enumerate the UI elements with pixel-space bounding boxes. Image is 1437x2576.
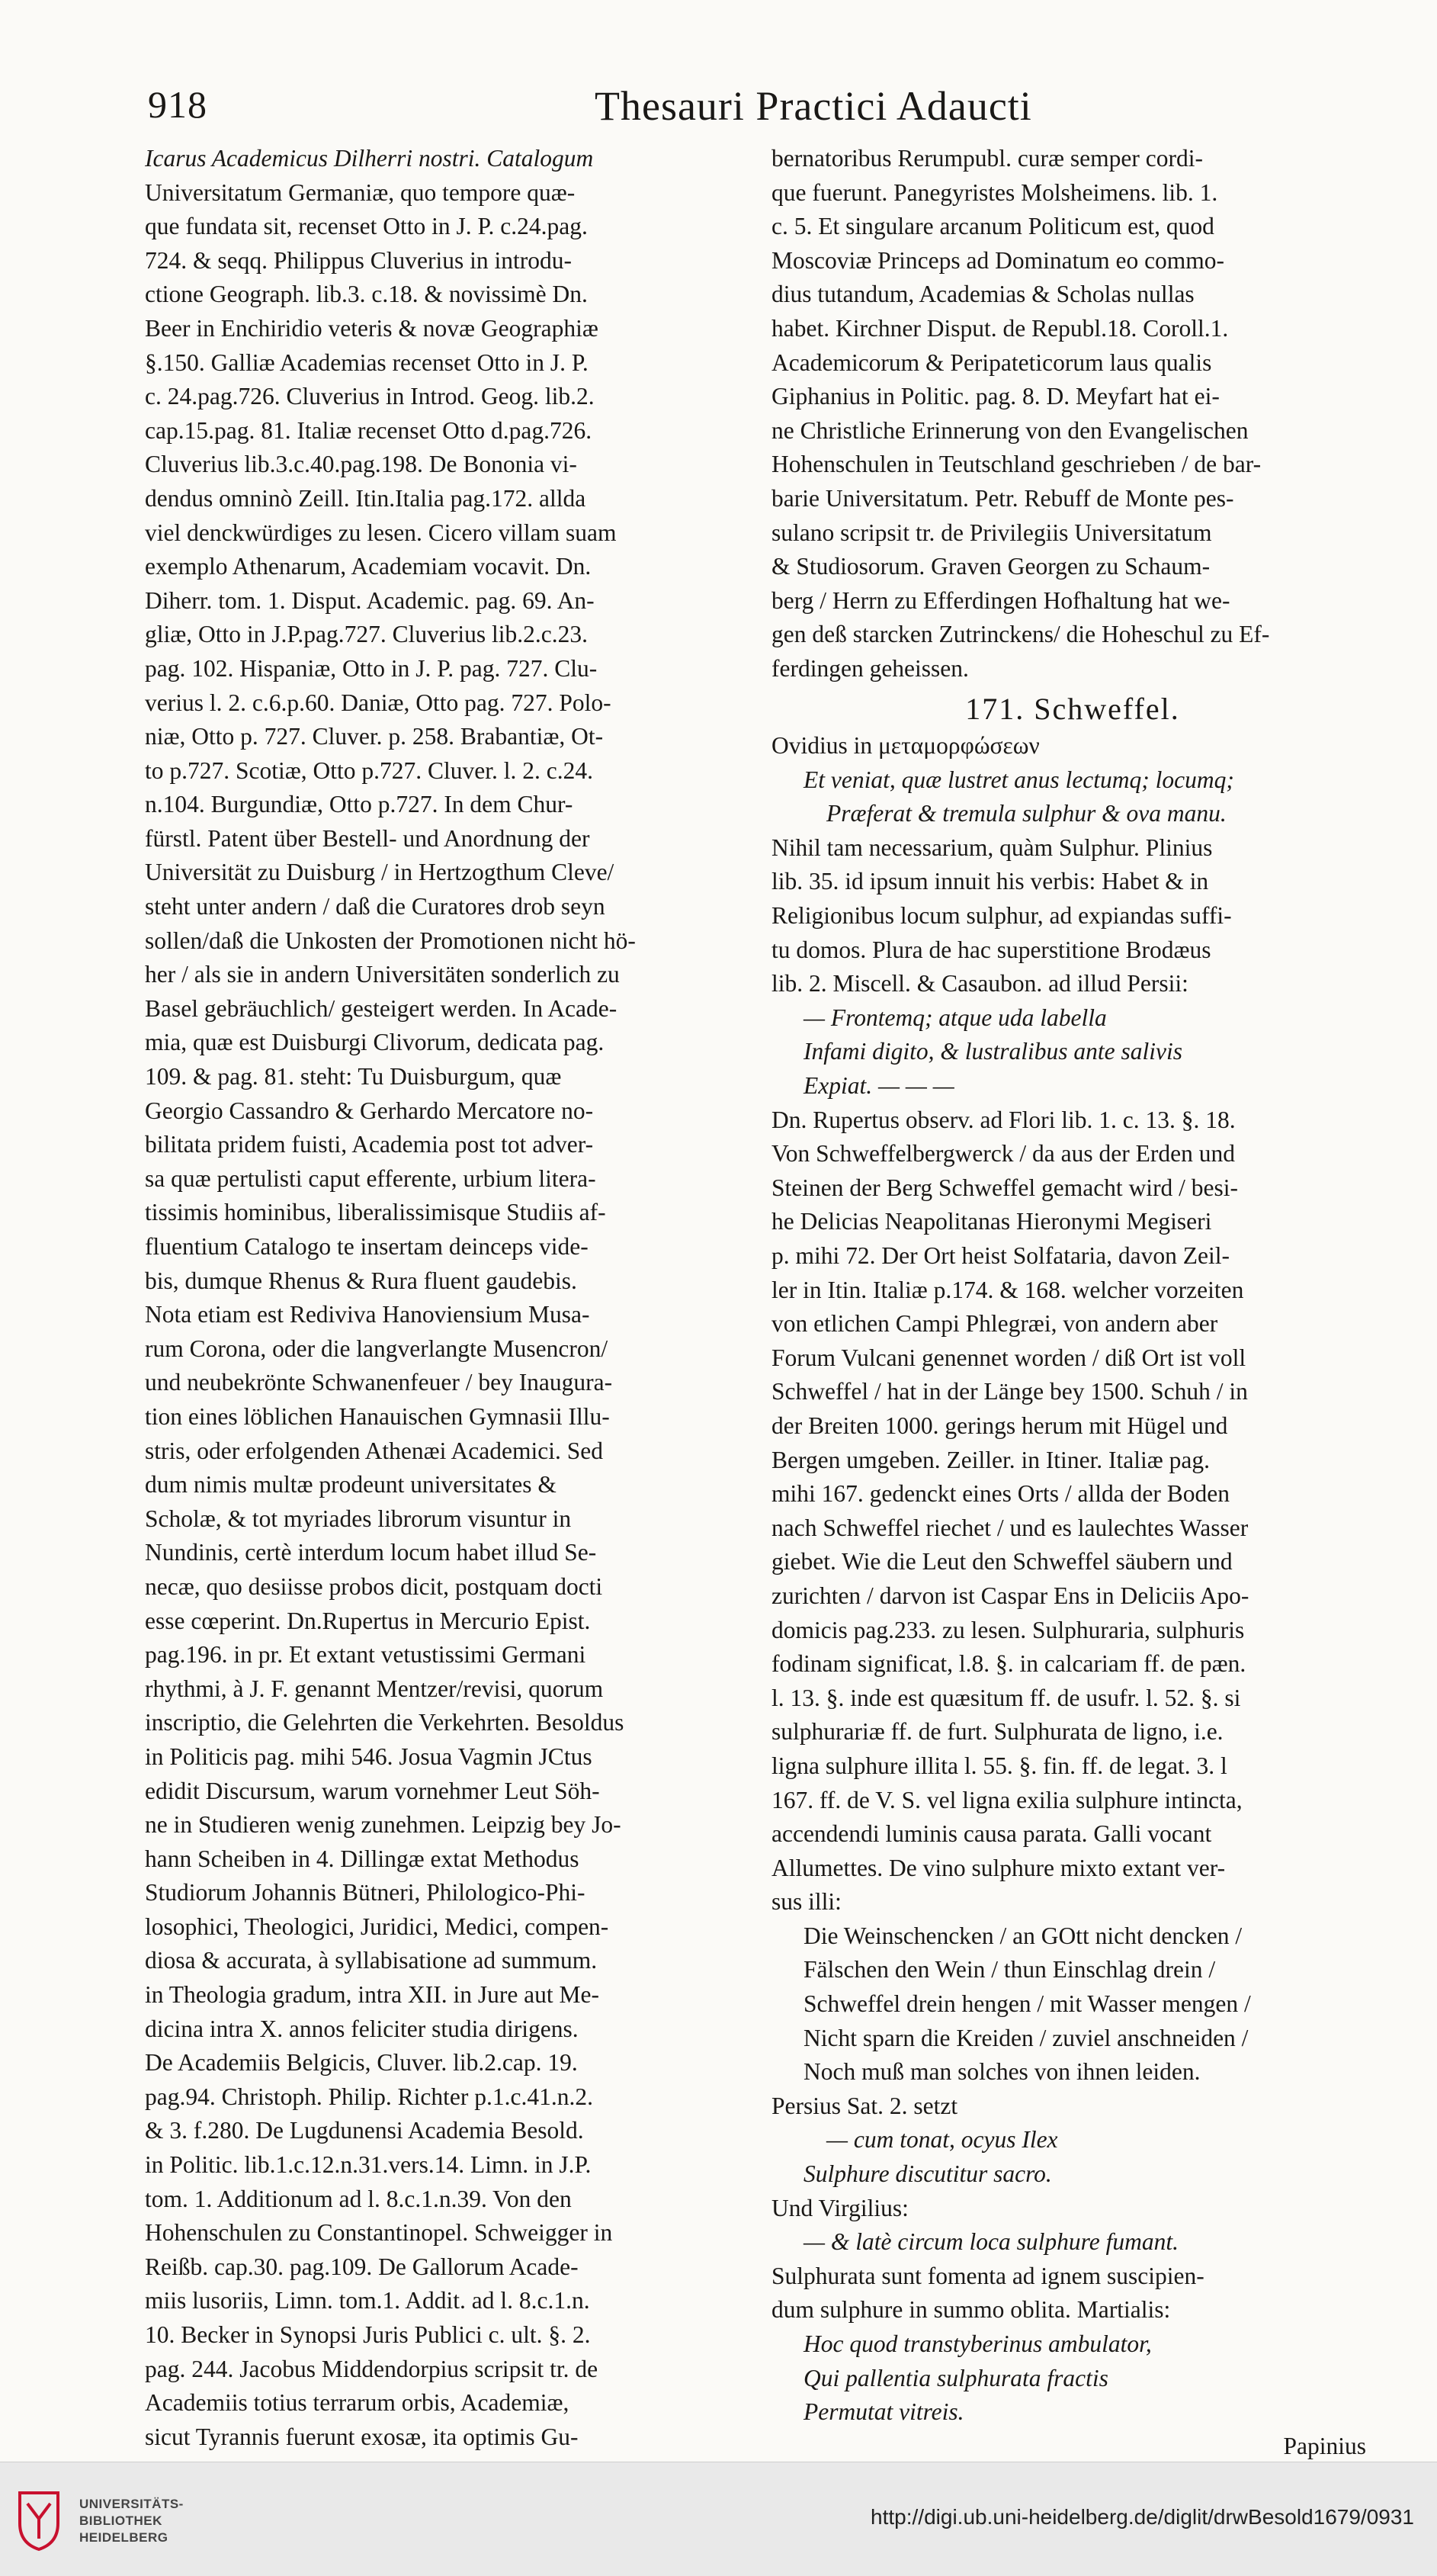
text-line: & 3. f.280. De Lugdunensi Academia Besold.	[145, 2117, 584, 2144]
text-line: fürstl. Patent über Bestell- und Anordnung der	[145, 824, 590, 852]
text-line: dum sulphure in summo oblita. Martialis:	[771, 2296, 1171, 2324]
text-line: Nota etiam est Rediviva Hanoviensium Musa-	[145, 1301, 590, 1328]
text-line: Papinius	[1283, 2432, 1366, 2459]
text-line: ctione Geograph. lib.3. c.18. & novissimè Dn.	[145, 281, 588, 308]
text-line: sulphurariæ ff. de furt. Sulphurata de ligno, i.e.	[771, 1718, 1224, 1746]
text-line: Hoc quod transtyberinus ambulator,	[804, 2330, 1152, 2357]
text-line: lib. 35. id ipsum innuit his verbis: Habet & in	[771, 868, 1209, 895]
text-line: c. 5. Et singulare arcanum Politicum est, quod	[771, 213, 1214, 240]
text-line: tion eines löblichen Hanauischen Gymnasii Illu-	[145, 1402, 610, 1430]
text-line: der Breiten 1000. gerings herum mit Hügel und	[771, 1412, 1228, 1439]
text-line: diosa & accurata, à syllabisatione ad summum.	[145, 1947, 598, 1974]
text-line: dicina intra X. annos feliciter studia dirigens.	[145, 2015, 579, 2042]
text-line: barie Universitatum. Petr. Rebuff de Monte pes-	[771, 484, 1234, 512]
text-line: sus illi:	[771, 1888, 842, 1916]
text-line: stris, oder erfolgenden Athenæi Academici. Sed	[145, 1437, 603, 1464]
text-line: que fundata sit, recenset Otto in J. P. c.24.pag.	[145, 213, 588, 240]
text-line: edidit Discursum, warum vornehmer Leut Söh-	[145, 1777, 600, 1804]
text-line: Sulphurata sunt fomenta ad ignem suscipien-	[771, 2262, 1204, 2289]
text-line: zurichten / darvon ist Caspar Ens in Deliciis Apo-	[771, 1582, 1249, 1609]
text-line: Schweffel / hat in der Länge bey 1500. Schuh / in	[771, 1378, 1248, 1405]
text-line: — cum tonat, ocyus Ilex	[826, 2126, 1058, 2154]
text-line: l. 13. §. inde est quæsitum ff. de usufr. l. 52. §. si	[771, 1684, 1241, 1711]
text-line: Expiat. — — —	[804, 1072, 954, 1100]
text-line: 109. & pag. 81. steht: Tu Duisburgum, quæ	[145, 1063, 562, 1090]
text-line: pag. 244. Jacobus Middendorpius scripsit tr. de	[145, 2355, 598, 2382]
text-line: 167. ff. de V. S. vel ligna exilia sulphure intincta,	[771, 1786, 1243, 1813]
left-text-column	[145, 142, 755, 2454]
text-line: Fälschen den Wein / thun Einschlag drein /	[804, 1956, 1216, 1983]
text-line: miis lusoriis, Limn. tom.1. Addit. ad l. 8.c.1.n.	[145, 2287, 590, 2314]
text-line: giebet. Wie die Leut den Schweffel säubern und	[771, 1548, 1233, 1575]
text-line: domicis pag.233. zu lesen. Sulphuraria, sulphuris	[771, 1616, 1245, 1643]
text-line: 10. Becker in Synopsi Juris Publici c. ult. §. 2.	[145, 2321, 591, 2348]
text-line: Sulphure discutitur sacro.	[804, 2160, 1052, 2188]
text-line: Academicorum & Peripateticorum laus qualis	[771, 348, 1212, 376]
text-line: — Frontemq; atque uda labella	[804, 1004, 1107, 1031]
text-line: tu domos. Plura de hac superstitione Brodæus	[771, 936, 1211, 963]
text-line: Dn. Rupertus observ. ad Flori lib. 1. c. 13. §. 18.	[771, 1106, 1236, 1133]
text-line: Universität zu Duisburg / in Hertzogthum Cleve/	[145, 859, 614, 886]
text-line: her / als sie in andern Universitäten sonderlich zu	[145, 961, 620, 988]
text-line: mihi 167. gedenckt eines Orts / allda der Boden	[771, 1480, 1230, 1508]
text-line: bilitata pridem fuisti, Academia post tot adver-	[145, 1131, 594, 1158]
text-line: p. mihi 72. Der Ort heist Solfataria, davon Zeil-	[771, 1242, 1230, 1269]
text-line: 724. & seqq. Philippus Cluverius in introdu-	[145, 246, 573, 274]
text-line: ferdingen geheissen.	[771, 654, 969, 682]
text-line: Ovidius in μεταμορφώσεων	[771, 732, 1040, 760]
text-line: Allumettes. De vino sulphure mixto extant ver-	[771, 1854, 1226, 1881]
text-line: niæ, Otto p. 727. Cluver. p. 258. Brabantiæ, Ot-	[145, 723, 604, 750]
text-line: que fuerunt. Panegyristes Molsheimens. lib. 1.	[771, 178, 1218, 206]
page-header	[145, 82, 1349, 136]
text-line: bernatoribus Rerumpubl. curæ semper cordi-	[771, 145, 1203, 172]
text-line: tissimis hominibus, liberalissimisque Studiis af-	[145, 1199, 606, 1226]
text-line: ne Christliche Erinnerung von den Evangelischen	[771, 416, 1249, 444]
text-line: Forum Vulcani genennet worden / diß Ort ist voll	[771, 1344, 1246, 1371]
text-line: Und Virgilius:	[771, 2194, 909, 2221]
text-line: Bergen umgeben. Zeiller. in Itiner. Italiæ pag.	[771, 1446, 1211, 1473]
text-line: dendus omninò Zeill. Itin.Italia pag.172. allda	[145, 484, 586, 512]
text-line: Diherr. tom. 1. Disput. Academic. pag. 69. An-	[145, 586, 595, 614]
text-line: rum Corona, oder die langverlangte Musencron/	[145, 1335, 608, 1362]
text-line: pag. 102. Hispaniæ, Otto in J. P. pag. 727. Clu-	[145, 654, 598, 682]
text-line: rhythmi, à J. F. genannt Mentzer/revisi, quorum	[145, 1675, 604, 1702]
library-name-line: UNIVERSITÄTS-	[79, 2497, 184, 2511]
text-line: in Politicis pag. mihi 546. Josua Vagmin JCtus	[145, 1742, 592, 1770]
text-line: c. 24.pag.726. Cluverius in Introd. Geog. lib.2.	[145, 383, 595, 410]
text-line: viel denckwürdiges zu lesen. Cicero villam suam	[145, 519, 617, 546]
text-line: Præferat & tremula sulphur & ova manu.	[826, 800, 1227, 827]
text-line: Von Schweffelbergwerck / da aus der Erden und	[771, 1140, 1235, 1168]
text-line: exemplo Athenarum, Academiam vocavit. Dn.	[145, 553, 592, 580]
text-line: Nihil tam necessarium, quàm Sulphur. Plinius	[771, 834, 1213, 861]
text-line: ler in Itin. Italiæ p.174. & 168. welcher vorzeiten	[771, 1276, 1244, 1303]
library-name	[79, 2496, 184, 2546]
text-line: pag.94. Christoph. Philip. Richter p.1.c.41.n.2.	[145, 2083, 593, 2110]
text-line: bis, dumque Rhenus & Rura fluent gaudebis.	[145, 1267, 577, 1294]
text-line: sa quæ pertulisti caput efferente, urbium litera-	[145, 1164, 596, 1192]
text-line: Moscoviæ Princeps ad Dominatum eo commo-	[771, 246, 1225, 274]
text-line: he Delicias Neapolitanas Hieronymi Megiseri	[771, 1208, 1212, 1235]
text-line: verius l. 2. c.6.p.60. Daniæ, Otto pag. 727. Polo-	[145, 689, 611, 716]
running-title: Thesauri Practici Adaucti	[595, 83, 1032, 129]
text-line: mia, quæ est Duisburgi Clivorum, dedicata pag.	[145, 1029, 605, 1056]
text-line: hann Scheiben in 4. Dillingæ extat Methodus	[145, 1845, 579, 1872]
right-text-column	[771, 142, 1374, 2463]
text-line: esse cœperint. Dn.Rupertus in Mercurio Epist.	[145, 1607, 591, 1634]
text-line: von etlichen Campi Phlegræi, von andern aber	[771, 1310, 1218, 1338]
text-line: habet. Kirchner Disput. de Republ.18. Coroll.1.	[771, 314, 1229, 342]
text-line: Academiis totius terrarum orbis, Academiæ,	[145, 2389, 569, 2417]
text-line: berg / Herrn zu Efferdingen Hofhaltung hat we-	[771, 586, 1230, 614]
text-line: gliæ, Otto in J.P.pag.727. Cluverius lib.2.c.23.	[145, 621, 589, 648]
viewer-footer	[0, 2462, 1437, 2576]
text-line: Icarus Academicus Dilherri nostri. Catalogum	[145, 145, 594, 172]
text-line: Scholæ, & tot myriades librorum visuntur in	[145, 1505, 572, 1532]
text-line: Infami digito, & lustralibus ante salivis	[804, 1038, 1183, 1065]
text-line: Et veniat, quæ lustret anus lectumq; locumq;	[804, 766, 1234, 793]
text-line: fodinam significat, l.8. §. in calcariam ff. de pæn.	[771, 1650, 1246, 1678]
text-line: steht unter andern / daß die Curatores drob seyn	[145, 893, 605, 920]
text-line: Persius Sat. 2. setzt	[771, 2092, 958, 2119]
text-line: Basel gebräuchlich/ gesteigert werden. In Acade-	[145, 994, 617, 1022]
text-line: sicut Tyrannis fuerunt exosæ, ita optimis Gu-	[145, 2423, 579, 2450]
text-line: — & latè circum loca sulphure fumant.	[804, 2228, 1179, 2256]
text-line: ne in Studieren wenig zunehmen. Leipzig bey Jo-	[145, 1811, 621, 1839]
text-line: nach Schweffel riechet / und es laulechtes Wasser	[771, 1514, 1249, 1541]
text-line: Hohenschulen zu Constantinopel. Schweigger in	[145, 2219, 613, 2247]
text-line: necæ, quo desiisse probos dicit, postquam docti	[145, 1572, 603, 1600]
text-line: cap.15.pag. 81. Italiæ recenset Otto d.pag.726.	[145, 416, 592, 444]
text-line: Giphanius in Politic. pag. 8. D. Meyfart hat ei-	[771, 383, 1220, 410]
text-line: tom. 1. Additionum ad l. 8.c.1.n.39. Von den	[145, 2185, 572, 2212]
section-heading: 171. Schweffel.	[965, 692, 1180, 726]
text-line: und neubekrönte Schwanenfeuer / bey Inaugura-	[145, 1369, 613, 1396]
permalink-url[interactable]: http://digi.ub.uni-heidelberg.de/diglit/drwBesold1679/0931	[871, 2505, 1414, 2529]
text-line: & Studiosorum. Graven Georgen zu Schaum-	[771, 553, 1211, 580]
text-line: Georgio Cassandro & Gerhardo Mercatore no-	[145, 1097, 594, 1124]
text-line: Noch muß man solches von ihnen leiden.	[804, 2058, 1201, 2086]
library-name-line: HEIDELBERG	[79, 2530, 168, 2545]
text-line: Reißb. cap.30. pag.109. De Gallorum Acade-	[145, 2253, 579, 2280]
text-line: in Politic. lib.1.c.12.n.31.vers.14. Limn. in J.P.	[145, 2151, 592, 2179]
text-line: Nicht sparn die Kreiden / zuviel anschneiden /	[804, 2024, 1249, 2051]
text-line: sollen/daß die Unkosten der Promotionen nicht hö-	[145, 927, 636, 954]
text-line: n.104. Burgundiæ, Otto p.727. In dem Chur-	[145, 791, 573, 818]
text-line: Hohenschulen in Teutschland geschrieben / de bar-	[771, 451, 1262, 478]
text-line: Nundinis, certè interdum locum habet illud Se-	[145, 1539, 597, 1566]
library-name-line: BIBLIOTHEK	[79, 2513, 162, 2528]
text-line: to p.727. Scotiæ, Otto p.727. Cluver. l. 2. c.24.	[145, 756, 593, 784]
text-line: lib. 2. Miscell. & Casaubon. ad illud Persii:	[771, 970, 1188, 997]
text-line: Die Weinschencken / an GOtt nicht dencken /	[804, 1922, 1243, 1949]
text-line: Cluverius lib.3.c.40.pag.198. De Bononia vi-	[145, 451, 577, 478]
text-line: Studiorum Johannis Bütneri, Philologico-Phi-	[145, 1879, 585, 1906]
text-line: inscriptio, die Gelehrten die Verkehrten. Besoldus	[145, 1709, 624, 1736]
text-line: dius tutandum, Academias & Scholas nullas	[771, 281, 1195, 308]
text-line: Universitatum Germaniæ, quo tempore quæ-	[145, 178, 576, 206]
heidelberg-library-logo-icon[interactable]	[17, 2488, 61, 2552]
text-line: ligna sulphure illita l. 55. §. fin. ff. de legat. 3. l	[771, 1752, 1227, 1779]
text-line: sulano scripsit tr. de Privilegiis Universitatum	[771, 519, 1212, 546]
text-line: Religionibus locum sulphur, ad expiandas suffi-	[771, 902, 1232, 930]
page-number: 918	[148, 83, 207, 126]
text-line: §.150. Galliæ Academias recenset Otto in J. P.	[145, 348, 589, 376]
text-line: Beer in Enchiridio veteris & novæ Geographiæ	[145, 314, 598, 342]
text-line: Steinen der Berg Schweffel gemacht wird / besi-	[771, 1174, 1239, 1201]
text-line: losophici, Theologici, Juridici, Medici, compen-	[145, 1913, 609, 1940]
text-line: accendendi luminis causa parata. Galli vocant	[771, 1820, 1212, 1848]
text-line: dum nimis multæ prodeunt universitates &	[145, 1471, 557, 1498]
text-line: gen deß starcken Zutrinckens/ die Hoheschul zu Ef-	[771, 621, 1270, 648]
text-line: Qui pallentia sulphurata fractis	[804, 2364, 1108, 2391]
text-line: pag.196. in pr. Et extant vetustissimi Germani	[145, 1641, 586, 1669]
text-line: Permutat vitreis.	[804, 2398, 964, 2426]
text-line: fluentium Catalogo te insertam deinceps vide-	[145, 1233, 589, 1260]
text-line: De Academiis Belgicis, Cluver. lib.2.cap. 19.	[145, 2049, 578, 2077]
text-line: in Theologia gradum, intra XII. in Jure aut Me-	[145, 1981, 600, 2009]
text-line: Schweffel drein hengen / mit Wasser mengen /	[804, 1990, 1251, 2018]
